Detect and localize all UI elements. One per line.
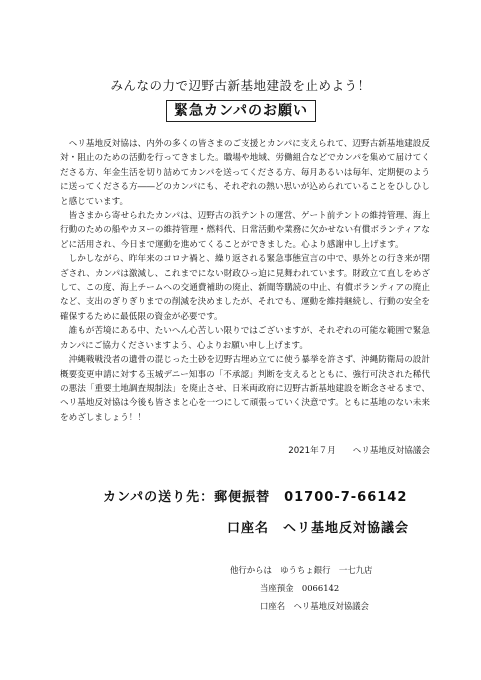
- paragraph: 皆さまから寄せられたカンパは、辺野古の浜テントの運営、ゲート前テントの維持管理、海上行動のための船やカヌーの維持管理・燃料代、日常活動や業務に欠かせない有償ボランティアなどに活用され、今日まで運動を進めてくることができました。心より感謝申し上げます。: [60, 211, 430, 250]
- paragraph: 誰もが苦境にある中、たいへん心苦しい限りではございますが、それぞれの可能な範囲で緊急カンパにご協力くださいますよう、心よりお願い申し上げます。: [60, 326, 430, 351]
- bank-info-line: 当座預金 0066142: [260, 583, 340, 593]
- paragraph: 沖縄戦戦没者の遺骨の混じった土砂を辺野古埋め立てに使う暴挙を許さず、沖縄防衛局の設計概要変更申請に対する玉城デニー知事の「不承認」判断を支えるとともに、強行可決された稀代の悪法「重要土地調査規制法」を廃止させ、日米両政府に辺野古新基地建設を断念させるまで、ヘリ基地反対協は今後も皆さまと心を一つにして頑張っていく決意です。ともに基地のない未来をめざしましょう！！: [60, 355, 430, 423]
- letter-body: [60, 137, 430, 425]
- page-heading: みんなの力で辺野古新基地建設を止めよう！: [110, 78, 371, 93]
- donation-account-name: 口座名 ヘリ基地反対協議会: [227, 521, 410, 536]
- signature: [0, 444, 430, 456]
- page-title: 緊急カンパのお願い: [166, 100, 316, 122]
- bank-info-line: 他行からは ゆうちょ銀行 一七九店: [230, 565, 373, 575]
- paragraph: しかしながら、昨年来のコロナ禍と、繰り返される緊急事態宣言の中で、県外との行き来が閉ざされ、カンパは激減し、これまでにない財政ひっ迫に見舞われています。財政立て直しをめざして、この度、海上チームへの交通費補助の廃止、新聞等購読の中止、有償ボランティアの廃止など、支出のぎりぎりまでの削減を決めましたが、それでも、運動を維持継続し、行動の安全を確保するために最低限の資金が必要です。: [60, 254, 430, 322]
- bank-info: [230, 561, 430, 615]
- donation-send-to: カンパの送り先：郵便振替 01700-7-66142: [103, 490, 408, 505]
- paragraph: ヘリ基地反対協は、内外の多くの皆さまのご支援とカンパに支えられて、辺野古新基地建設反対・阻止のための活動を行ってきました。職場や地域、労働組合などでカンパを集めて届けてくださる方、年金生活を切り詰めてカンパを送ってくださる方、毎月あるいは毎年、定期便のように送ってくださる方――どのカンパにも、それぞれの熱い思いが込められていることをひしひしと感じています。: [60, 139, 430, 207]
- signature-date: 2021年７月: [288, 446, 336, 456]
- signature-org: ヘリ基地反対協議会: [352, 446, 430, 456]
- bank-info-line: 口座名 ヘリ基地反対協議会: [260, 601, 369, 611]
